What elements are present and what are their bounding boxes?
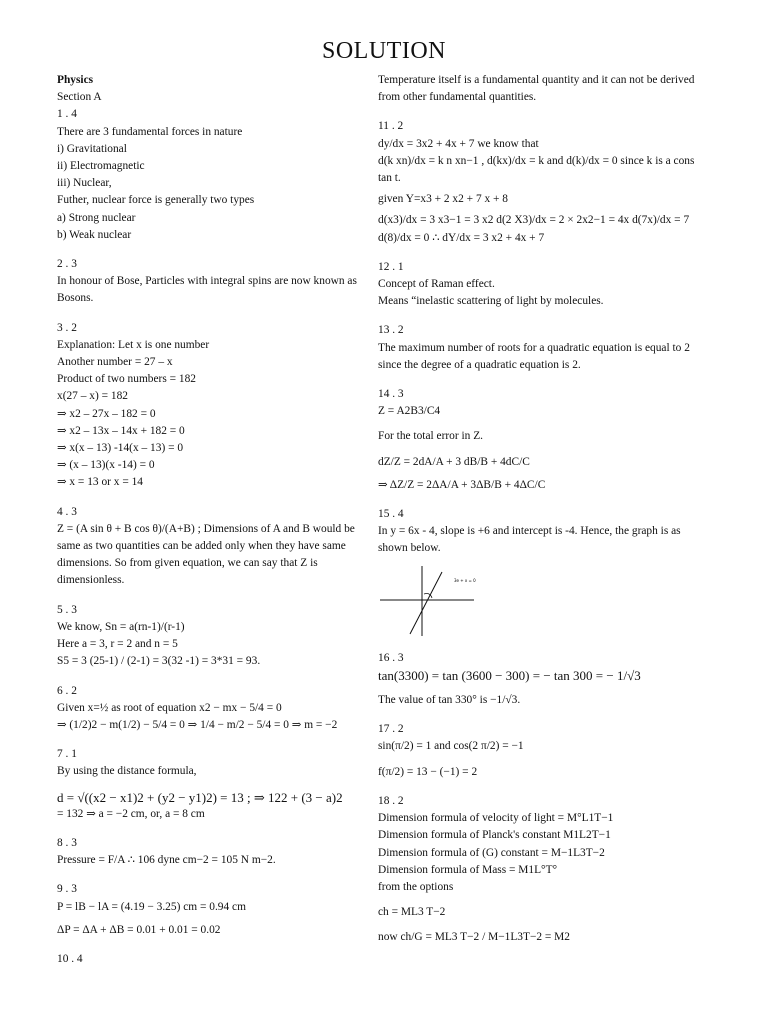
answer-3 [57, 320, 362, 492]
text-line: Concept of Raman effect. [378, 278, 495, 291]
text-line: Means “inelastic scattering of light by molecules. [378, 295, 604, 308]
text-line: iii) Nuclear, [57, 177, 112, 190]
answer-1 [57, 72, 362, 244]
answer-number: 18 . 2 [378, 794, 404, 807]
page-title: SOLUTION [322, 38, 446, 64]
text-line: Explanation: Let x is one number [57, 338, 210, 351]
text-line: There are 3 fundamental forces in nature [57, 125, 243, 138]
answer-12 [378, 259, 708, 311]
text-line: In honour of Bose, Particles with integral spins are now known as Bosons. [57, 275, 357, 305]
formula-line: ⇒ ΔZ/Z = 2ΔA/A + 3ΔB/B + 4ΔC/C [378, 478, 546, 491]
text-line: Another number = 27 – x [57, 356, 173, 369]
answer-number: 10 . 4 [57, 952, 83, 965]
text-line: ⇒ (x – 13)(x -14) = 0 [57, 459, 155, 472]
answer-number: 15 . 4 [378, 508, 404, 521]
answer-number: 17 . 2 [378, 723, 404, 736]
text-line: The maximum number of roots for a quadratic equation is equal to 2 since the degree of a quadratic equation is 2. [378, 341, 690, 371]
graph-line [410, 572, 442, 634]
answer-number: 13 . 2 [378, 324, 404, 337]
text-line: Z = (A sin θ + B cos θ)/(A+B) ; Dimensions of A and B would be same as two quantities can be added only when they have same dimensions. So from given equation, we can say that Z is dimensionless. [57, 522, 355, 587]
text-line: ⇒ x(x – 13) -14(x – 13) = 0 [57, 442, 184, 455]
answer-14 [378, 386, 708, 494]
answer-10 [57, 951, 362, 968]
text-line: i) Gravitational [57, 142, 127, 155]
text-line: ⇒ x2 – 13x – 14x + 182 = 0 [57, 424, 185, 437]
answer-15 [378, 506, 708, 638]
answer-13 [378, 322, 708, 374]
answer-number: 8 . 3 [57, 836, 77, 849]
answer-8 [57, 835, 362, 869]
answer-7 [57, 746, 362, 823]
subject-heading: Physics [57, 74, 94, 86]
answer-number: 14 . 3 [378, 388, 404, 401]
formula-line: d = √((x2 − x1)2 + (y2 − y1)2) = 13 ; ⇒ 122 + (3 − a)2 [57, 789, 343, 805]
text-line: ⇒ x = 13 or x = 14 [57, 476, 143, 489]
text-line: Here a = 3, r = 2 and n = 5 [57, 638, 178, 651]
formula-line: P = lB − lA = (4.19 − 3.25) cm = 0.94 cm [57, 900, 246, 913]
text-line: a) Strong nuclear [57, 211, 136, 224]
text-line: Dimension formula of velocity of light = M°L1T−1 [378, 812, 614, 825]
text-line: We know, Sn = a(rn-1)/(r-1) [57, 620, 185, 633]
formula-line: ch = ML3 T−2 [378, 906, 446, 919]
line-graph [378, 564, 478, 638]
answer-number: 6 . 2 [57, 684, 77, 697]
formula-line: d(k xn)/dx = k n xn−1 , d(kx)/dx = k and d(k)/dx = 0 since k is a cons tan t. [378, 154, 695, 185]
answer-number: 1 . 4 [57, 108, 77, 121]
answer-number: 16 . 3 [378, 651, 404, 664]
answer-9 [57, 881, 362, 939]
formula-line: Z = A2B3/C4 [378, 405, 441, 418]
formula-line: The value of tan 330° is −1/√3. [378, 694, 521, 707]
formula-line: tan(3300) = tan (3600 − 300) = − tan 300 = − 1/√3 [378, 667, 641, 683]
answer-number: 4 . 3 [57, 505, 77, 518]
answer-18 [378, 793, 708, 947]
formula-line: now ch/G = ML3 T−2 / M−1L3T−2 = M2 [378, 931, 571, 944]
answer-number: 12 . 1 [378, 260, 404, 273]
answer-number: 3 . 2 [57, 321, 77, 334]
text-line: Temperature itself is a fundamental quantity and it can not be derived from other fundamental quantities. [378, 74, 695, 104]
formula-line: Pressure = F/A ∴ 106 dyne cm−2 = 105 N m−2. [57, 854, 276, 867]
text-line: b) Weak nuclear [57, 228, 132, 241]
text-line: from the options [378, 880, 454, 893]
answer-number: 7 . 1 [57, 748, 77, 761]
answer-4 [57, 504, 362, 590]
text-line: In y = 6x - 4, slope is +6 and intercept is -4. Hence, the graph is as shown below. [378, 525, 681, 555]
formula-line: ΔP = ΔA + ΔB = 0.01 + 0.01 = 0.02 [57, 923, 221, 936]
graph-label: 3e + x = 0 [454, 577, 476, 583]
answer-5 [57, 602, 362, 671]
text-line: ⇒ (1/2)2 − m(1/2) − 5/4 = 0 ⇒ 1/4 − m/2 − 5/4 = 0 ⇒ m = −2 [57, 718, 338, 731]
text-line: Product of two numbers = 182 [57, 373, 196, 386]
text-line: S5 = 3 (25-1) / (2-1) = 3(32 -1) = 3*31 = 93. [57, 655, 261, 668]
answer-10-continued [378, 72, 708, 106]
text-line: Dimension formula of Mass = M1L°T° [378, 863, 558, 876]
answer-6 [57, 683, 362, 735]
text-line: ⇒ x2 – 27x – 182 = 0 [57, 407, 156, 420]
text-line: Dimension formula of (G) constant = M−1L3T−2 [378, 846, 605, 859]
answer-number: 11 . 2 [378, 120, 404, 133]
text-line: Dimension formula of Planck's constant M1L2T−1 [378, 829, 611, 842]
answer-2 [57, 256, 362, 308]
right-column [378, 72, 708, 959]
text-line: Futher, nuclear force is generally two types [57, 194, 255, 207]
formula-line: d(x3)/dx = 3 x3−1 = 3 x2 d(2 X3)/dx = 2 × 2x2−1 = 4x d(7x)/dx = 7 d(8)/dx = 0 ∴ dY/dx = 3 x2 + 4x + 7 [378, 214, 690, 244]
formula-line: given Y=x3 + 2 x2 + 7 x + 8 [378, 193, 508, 206]
answer-17 [378, 721, 708, 781]
formula-line: sin(π/2) = 1 and cos(2 π/2) = −1 [378, 740, 524, 753]
text-line: x(27 – x) = 182 [57, 390, 128, 403]
section-heading: Section A [57, 91, 102, 104]
left-column [57, 72, 362, 980]
answer-11 [378, 118, 708, 246]
formula-line: dy/dx = 3x2 + 4x + 7 we know that [378, 137, 539, 150]
formula-line: f(π/2) = 13 − (−1) = 2 [378, 765, 478, 778]
text-line: For the total error in Z. [378, 430, 484, 443]
answer-number: 9 . 3 [57, 883, 77, 896]
formula-line: = 132 ⇒ a = −2 cm, or, a = 8 cm [57, 807, 205, 820]
text-line: ii) Electromagnetic [57, 160, 145, 173]
answer-number: 5 . 3 [57, 603, 77, 616]
answer-number: 2 . 3 [57, 258, 77, 271]
answer-16 [378, 650, 708, 710]
text-line: By using the distance formula, [57, 765, 197, 778]
formula-line: dZ/Z = 2dA/A + 3 dB/B + 4dC/C [378, 455, 530, 468]
text-line: Given x=½ as root of equation x2 − mx − 5/4 = 0 [57, 701, 282, 714]
